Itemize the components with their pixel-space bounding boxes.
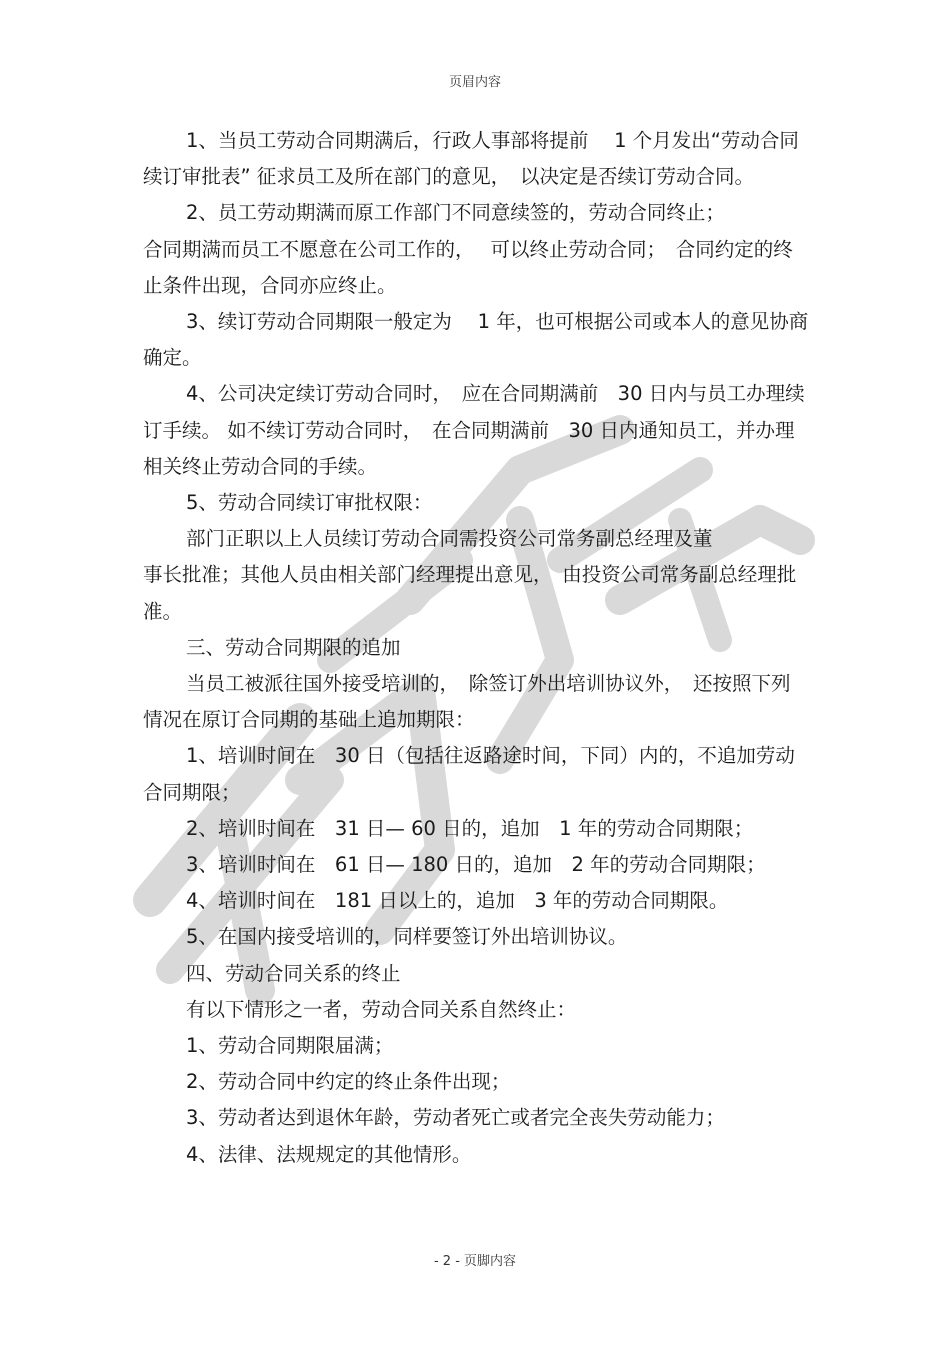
- paragraph: 有以下情形之一者，劳动合同关系自然终止：: [186, 997, 577, 1021]
- paragraph: 1、劳动合同期限届满；: [186, 1034, 394, 1058]
- paragraph: 1、当员工劳动合同期满后，行政人事部将提前 1 个月发出“劳动合同续订审批表” 征求员工及所在部门的意见， 以决定是否续订劳动合同。: [143, 129, 799, 189]
- page-footer: - 2 - 页脚内容: [433, 1254, 517, 1269]
- paragraph: 三、劳动合同期限的追加: [186, 635, 401, 659]
- paragraph: 事长批准；其他人员由相关部门经理提出意见， 由投资公司常务副总经理批准。: [143, 563, 797, 623]
- paragraph: 2、劳动合同中约定的终止条件出现；: [186, 1070, 511, 1094]
- paragraph: 2、员工劳动期满而原工作部门不同意续签的，劳动合同终止；: [186, 201, 725, 225]
- paragraph: 4、培训时间在 181 日以上的，追加 3 年的劳动合同期限。: [186, 889, 729, 913]
- paragraph: 3、劳动者达到退休年龄，劳动者死亡或者完全丧失劳动能力；: [186, 1106, 725, 1130]
- paragraph: 合同期满而员工不愿意在公司工作的， 可以终止劳动合同； 合同约定的终止条件出现，合同亦应终止。: [143, 237, 793, 297]
- paragraph: 5、在国内接受培训的，同样要签订外出培训协议。: [186, 925, 628, 949]
- paragraph: 四、劳动合同关系的终止: [186, 961, 401, 985]
- document-body: [143, 123, 809, 1173]
- paragraph: 3、培训时间在 61 日— 180 日的，追加 2 年的劳动合同期限；: [186, 853, 766, 877]
- paragraph: 5、劳动合同续订审批权限：: [186, 491, 433, 515]
- paragraph: 4、法律、法规规定的其他情形。: [186, 1142, 472, 1166]
- paragraph: 3、续订劳动合同期限一般定为 1 年，也可根据公司或本人的意见协商确定。: [143, 310, 809, 370]
- paragraph: 部门正职以上人员续订劳动合同需投资公司常务副总经理及董: [186, 527, 713, 551]
- paragraph: 4、公司决定续订劳动合同时， 应在合同期满前 30 日内与员工办理续订手续。 如不续订劳动合同时， 在合同期满前 30 日内通知员工，并办理相关终止劳动合同的手续。: [143, 382, 805, 478]
- page-header: 页眉内容: [448, 75, 501, 90]
- paragraph: 当员工被派往国外接受培训的， 除签订外出培训协议外， 还按照下列情况在原订合同期的基础上追加期限：: [143, 672, 791, 732]
- paragraph: 1、培训时间在 30 日（包括往返路途时间，下同）内的，不追加劳动合同期限；: [143, 744, 795, 804]
- paragraph: 2、培训时间在 31 日— 60 日的，追加 1 年的劳动合同期限；: [186, 816, 754, 840]
